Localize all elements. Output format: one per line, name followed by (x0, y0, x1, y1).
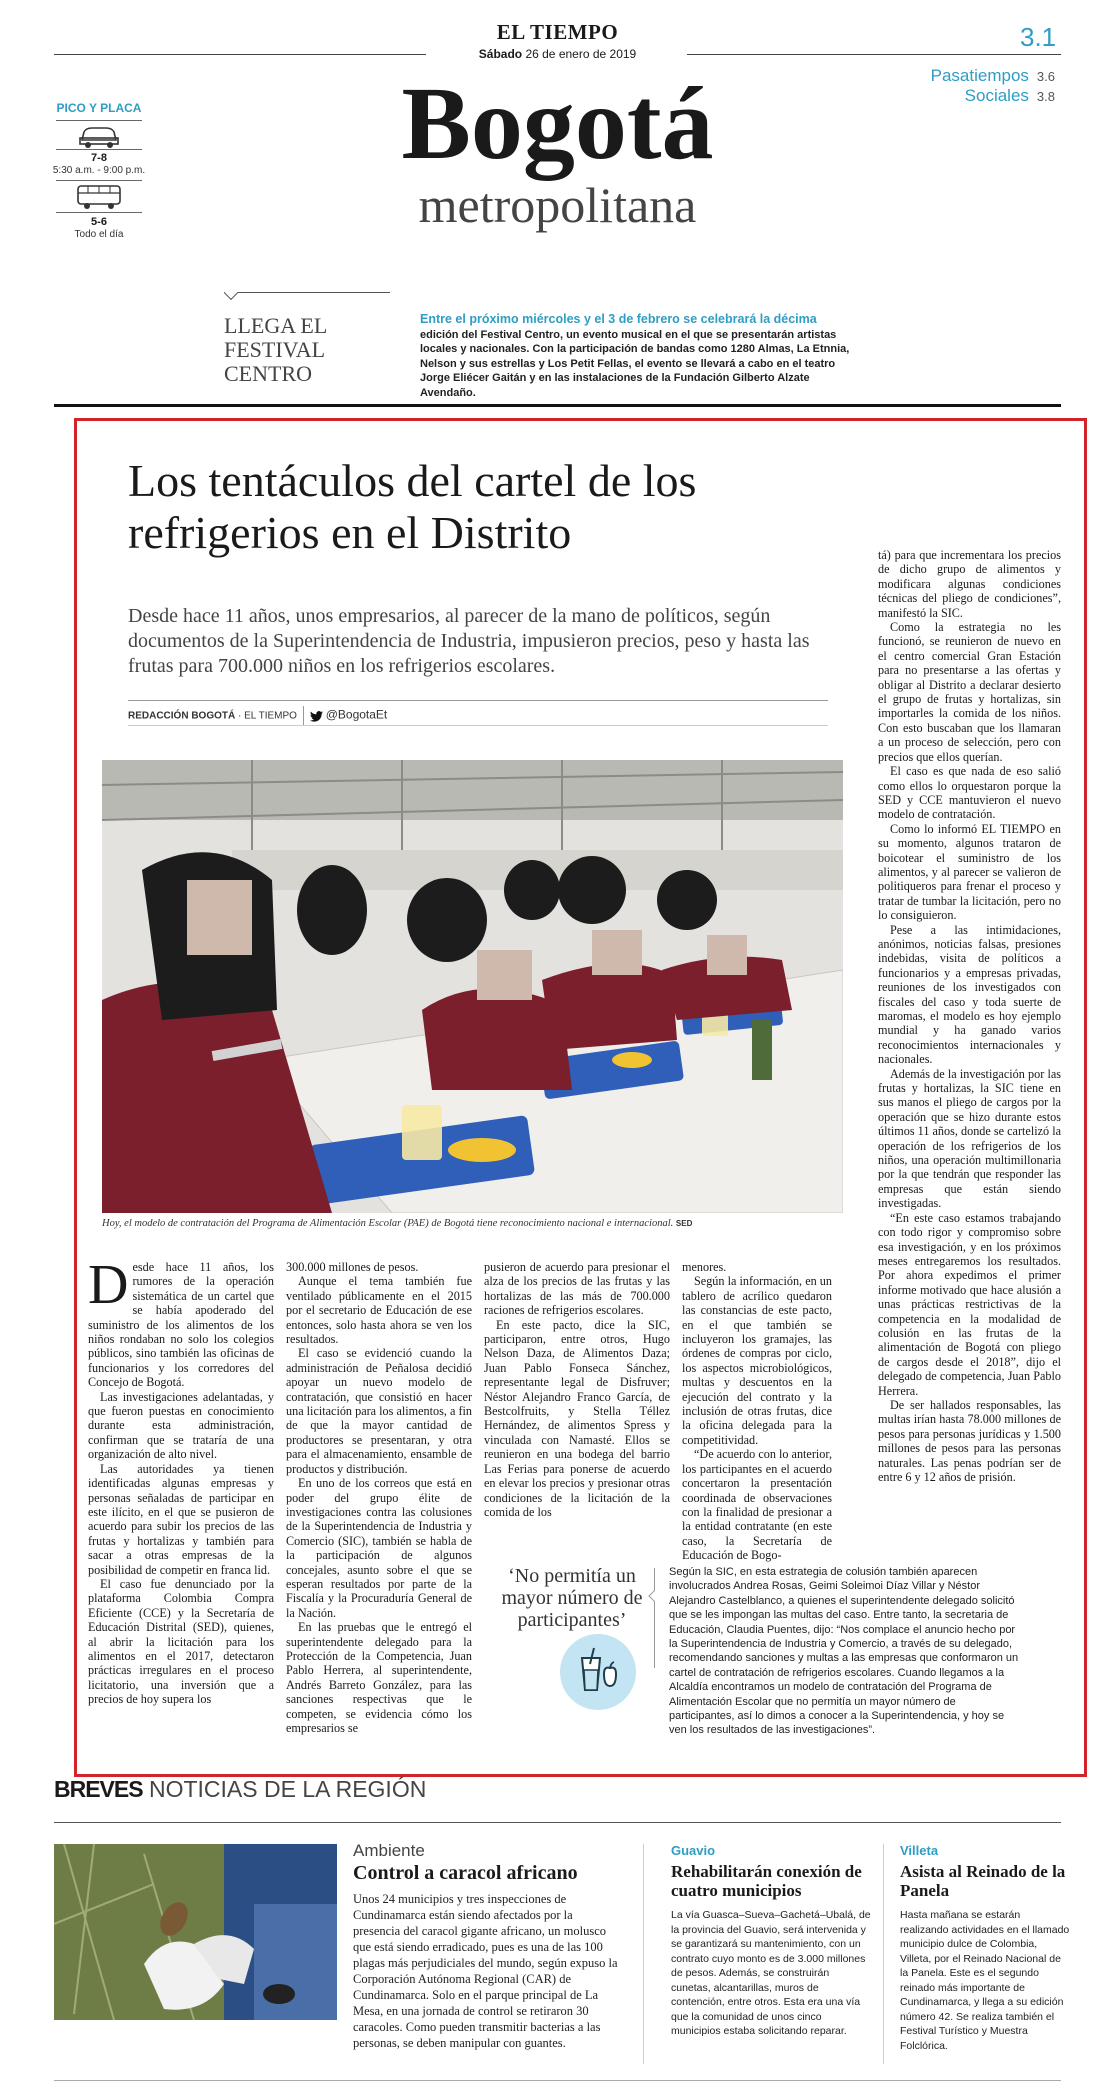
breve-title[interactable]: Control a caracol africano (353, 1862, 578, 1884)
paragraph: “En este caso estamos trabajando con todo rigor y compromiso sobre esa investigación, y en los próximos meses entregaremos los resultados. Por ahora expedimos el primer informe motivado que hace alusión a unas prácticas restrictivas de la competencia en la modalidad de colusión en las frutas de la alimentación de Bogotá con pliego de cargos desde el 2018”, dijo el delegado de competencia, Juan Pablo Herrera. (878, 1210, 1061, 1398)
breves-rule (54, 1822, 1061, 1823)
breve-title[interactable]: Rehabilitarán conexión de cuatro municipios (671, 1862, 862, 1900)
paragraph: De ser hallados responsables, las multas irían hasta 78.000 millones de pesos para personas jurídicas y 1.500 millones de pesos para las personas naturales. Las penas podrían ser de entre 6 y 12 años de prisión. (878, 1397, 1061, 1484)
photo-caption (102, 1218, 843, 1229)
festival-notch (224, 286, 238, 300)
bus-plates: 5-6 (91, 216, 107, 228)
byline-rule (128, 700, 828, 701)
pyp-divider (56, 180, 142, 181)
article-column-5 (878, 548, 1061, 1484)
article-column-3 (484, 1260, 670, 1519)
paragraph: Como la estrategia no les funcionó, se reunieron de nuevo en el centro comercial Gran Estación para no presentarse a las ofertas y obligar al Distrito a declarar desierto el grupo de frutas y hortalizas, sin importarles la comida de los niños. Con esto buscaban que los llamaran a un proceso de selección, pero con precios que ellos querían. (878, 620, 1061, 764)
breve-kicker: Ambiente (353, 1841, 425, 1860)
sidebar-text: Según la SIC, en esta estrategia de colusión también aparecen involucrados Andrea Rosas, Geimi Soleimoi Díaz Villar y Néstor Alejandro Castelblanco, a quienes el superintendente delegado solicitó que se les impongan las multas del caso. Entre tanto, la secretaria de Educación, Claudia Puentes, dijo: “Nos complace el anuncio hecho por la Superintendencia de Industria y Comercio, a través de su delegado, recomendando sanciones y multas a las empresas que conformaron un cartel de contratación de refrigerios escolares. Cuando llegamos a la Alcaldía encontramos un modelo de contratación del Programa de Alimentación Escolar que no permitía un mayor número de participantes, así lo dimos a conocer a la Superintendencia, y hoy se ven los resultados de las investigaciones”. (669, 1566, 1019, 1737)
column-divider (643, 1844, 644, 2064)
section-link-pasatiempos[interactable]: Pasatiempos 3.6 (930, 66, 1055, 85)
breve-title[interactable]: Asista al Reinado de la Panela (900, 1862, 1066, 1900)
festival-text: edición del Festival Centro, un evento musical en el que se presentarán artistas locales y nacionales. Con la participación de bandas como 1280 Almas, La Etnnia, Nelson y sus estrellas y Los Petit Fellas, el evento se llevará a cabo en el teatro Jorge Eliécer Gaitán y en las instalaciones de la Fundación Gilberto Alzate Avendaño. (420, 328, 850, 399)
section-title: Bogotá (401, 66, 714, 181)
section-link-sociales[interactable]: Sociales 3.8 (964, 86, 1055, 105)
paragraph: Aunque el tema también fue ventilado públicamente en el 2015 por el secretario de Educación de ese entonces, solo hasta ahora se ven los resultados. (286, 1274, 472, 1347)
paragraph: Además de la investigación por las frutas y hortalizas, la SIC tiene en sus manos el pliego de cargos por la operación que se hizo durante estos últimos 11 años, donde se cartelizó la operación de los refrigerios de los niños, una operación multimillonaria por la que tendrán que responder las empresas que están siendo investigadas. (878, 1066, 1061, 1211)
caption-text: Hoy, el modelo de contratación del Programa de Alimentación Escolar (PAE) de Bogotá tiene reconocimiento nacional e internacional. (102, 1218, 674, 1229)
pico-y-placa-title: PICO Y PLACA (56, 101, 142, 115)
article-headline: Los tentáculos del cartel de los refrigerios en el Distrito (128, 455, 697, 558)
edition-date (0, 47, 1115, 61)
car-icon (74, 120, 124, 150)
breves-label: BREVES (54, 1776, 143, 1802)
pyp-divider (56, 212, 142, 213)
paragraph: En uno de los correos que está en poder del grupo élite de investigaciones contra las colusiones de la Superintendencia de Industria y Comercio (SIC), también se habla de la participación de algunos concejales, asunto sobre el que se esperan resultados por parte de la Fiscalía y la Procuraduría General de la Nación. (286, 1476, 472, 1620)
paragraph: pusieron de acuerdo para presionar el alza de los precios de las frutas y las hortalizas de las más de 700.000 raciones de refrigerios escolares. (484, 1260, 670, 1318)
breves-header (54, 1776, 426, 1803)
article-column-1 (88, 1254, 274, 1707)
paragraph: tá) para que incrementara los precios de dicho grupo de alimentos y modificara algunas condiciones técnicas del pliego de condiciones”, manifestó la SIC. (878, 548, 1061, 620)
newspaper-brand: EL TIEMPO (496, 20, 619, 44)
paragraph: Pese a las intimidaciones, anónimos, noticias falsas, presiones indebidas, visita de políticos a funcionarios y a empresas privadas, reuniones de los investigados con fiscales del caso y toda suerte de maromas, el modelo es hoy ejemplo mundial y ha ganado varios reconocimientos internacionales y nacionales. (878, 922, 1061, 1067)
paragraph: Las investigaciones adelantadas, y que fueron puestas en conocimiento durante esta administración, confirman que se trataría de una organización de alto nivel. (88, 1389, 274, 1462)
paragraph: Las autoridades ya tienen identificadas algunas empresas y personas señaladas de participar en este ilícito, en el que se pusieron de acuerdo para subir los precios de las frutas y hortalizas y también para sacar a otras empresas de la posibilidad de competir en franca lid. (88, 1461, 274, 1577)
snail-photo (54, 1844, 337, 2020)
paragraph: El caso fue denunciado por la plataforma Colombia Compra Eficiente (CCE) y la Secretaría de Educación Distrital (SED), quienes, al abrir la licitación para los alimentos en el 2017, detectaron prácticas irregulares en el proceso licitatorio, una inversión que a precios de hoy supera los (88, 1576, 274, 1707)
paragraph: Según la información, en un tablero de acrílico quedaron las constancias de este pacto, en el que también se incluyeron los gramajes, las órdenes de compras por ciclo, los aspectos microbiológicos, multas y descuentos en la ejecución del contrato y la inclusión de otras frutas, dice la oficina delegada para la competitividad. (682, 1274, 832, 1447)
paragraph: En este pacto, dice la SIC, participaron, entre otros, Hugo Nelson Daza, de Alimentos Daza; Juan Pablo Fonseca Sánchez, representante legal de Disfruver; Néstor Alejandro Franco García, de Bestcolfruits, y Stella Téllez Hernández, de alimentos Spress y vinculada con Namasté. Ellos se reunieron en una bodega del barrio Las Ferias para ponerse de acuerdo en elevar los precios y presionar otras condiciones de la licitación de la comida de los (484, 1317, 670, 1519)
byline-outlet: · EL TIEMPO (238, 710, 297, 722)
festival-rule (224, 292, 390, 293)
twitter-icon (310, 711, 323, 722)
byline-rule (128, 725, 828, 726)
paragraph: En las pruebas que le entregó el superintendente delegado para la Protección de la Competencia, Juan Pablo Herrera, al superintendente, Andrés Barreto González, para las sanciones respectivas que le competen, se evidencia cómo los empresarios se (286, 1620, 472, 1735)
festival-lead: Entre el próximo miércoles y el 3 de febrero se celebrará la décima (420, 312, 817, 326)
edition-day: Sábado (478, 47, 523, 61)
paragraph: Como lo informó EL TIEMPO en su momento, algunos trataron de boicotear el suministro de los alimentos, y al parecer se valieron de politiqueros para frenar el proceso y tratar de tumbar la licitación, pero no lo consiguieron. (878, 821, 1061, 923)
article-column-2 (286, 1260, 472, 1735)
paragraph: menores. (682, 1260, 727, 1274)
section-subtitle: metropolitana (418, 177, 697, 233)
column-divider (883, 1844, 884, 2064)
breve-text: Unos 24 municipios y tres inspecciones de Cundinamarca están siendo afectados por la presencia del caracol gigante africano, un molusco que está siendo erradicado, pues es una de las 100 plagas más perjudiciales del mundo, según expuso la Corporación Autónoma Regional (CAR) de Cundinamarca. Solo en el parque principal de La Mesa, en una jornada de control se retiraron 30 caracoles. Como pueden transmitir bacterias a las personas, se deben manipular con guantes. (353, 1892, 618, 2050)
breve-text: La vía Guasca–Sueva–Gachetá–Ubalá, de la provincia del Guavio, será intervenida y se garantizará su mantenimiento, con un contrato cuyo monto es de 3.000 millones de pesos. Además, se construirán cunetas, alcantarillas, muros de contención, entre otros. Esta era una vía que la comunidad de unos cinco municipios estaba solicitando reparar. (671, 1909, 871, 2037)
car-hours: 5:30 a.m. - 9:00 p.m. (52, 165, 146, 176)
breves-sublabel: NOTICIAS DE LA REGIÓN (148, 1776, 427, 1802)
paragraph: 300.000 millones de pesos. (286, 1260, 419, 1274)
byline-handle[interactable]: @BogotaEt (325, 707, 388, 722)
breve-text: Hasta mañana se estarán realizando actividades en el llamado municipio dulce de Colombia, Villeta, por el Reinado Nacional de la Panela. Este es el segundo reinado más importante de Cundinamarca, y llega a su edición número 42. Se realiza también el Festival Turístico y Muestra Folclórica. (900, 1909, 1070, 2052)
page-bottom-rule (54, 2080, 1061, 2081)
festival-description (420, 312, 850, 400)
edition-date-text: 26 de enero de 2019 (525, 47, 637, 61)
festival-title: LLEGA EL FESTIVAL CENTRO (224, 313, 327, 386)
pyp-divider (56, 149, 142, 150)
breve-kicker: Guavio (671, 1843, 716, 1858)
juice-apple-icon (560, 1634, 636, 1710)
byline (128, 706, 387, 726)
car-plates: 7-8 (91, 152, 107, 164)
paragraph: El caso se evidenció cuando la administración de Peñalosa decidió apoyar un nuevo modelo de contratación, que consistió en hacer una licitación para los alimentos, a fin de que la mayor cantidad de productores se presentaran, y otra para el almacenamiento, ensamble de productos y distribución. (286, 1346, 472, 1476)
pull-quote: ‘No permitía un mayor número de participantes’ (501, 1565, 643, 1631)
caption-credit: SED (675, 1219, 693, 1228)
article-column-4 (682, 1260, 832, 1563)
paragraph: El caso es que nada de eso salió como ellos lo orquestaron porque la SED y CCE mantuvieron el nuevo modelo de contratación. (878, 764, 1061, 822)
article-deck: Desde hace 11 años, unos empresarios, al parecer de la mano de políticos, según documentos de la Superintendencia de Industria, impusieron precios, peso y hasta las frutas para 700.000 niños en los refrigerios escolares. (128, 605, 810, 677)
pull-quote-divider (654, 1568, 655, 1668)
bus-icon (74, 182, 124, 212)
article-photo (102, 760, 843, 1213)
bus-hours: Todo el día (74, 229, 124, 240)
byline-author: REDACCIÓN BOGOTÁ (128, 710, 236, 722)
drop-cap: D (88, 1254, 129, 1316)
paragraph: Desde hace 11 años, los rumores de la operación sistemática de un cartel que se había apoderado del suministro de los alimentos de los niños rondaban no solo los colegios públicos, sino también las oficinas de funcionarios y los corredores del Concejo de Bogotá. (88, 1254, 274, 1390)
page-number: 3.1 (1020, 22, 1057, 52)
section-rule (54, 404, 1061, 407)
breve-kicker: Villeta (900, 1843, 939, 1858)
paragraph: “De acuerdo con lo anterior, los participantes en el acuerdo concertaron la presentación coordinada de observaciones con la finalidad de presionar a la entidad contratante (en este caso, la Secretaría de Educación de Bogo- (682, 1447, 832, 1563)
